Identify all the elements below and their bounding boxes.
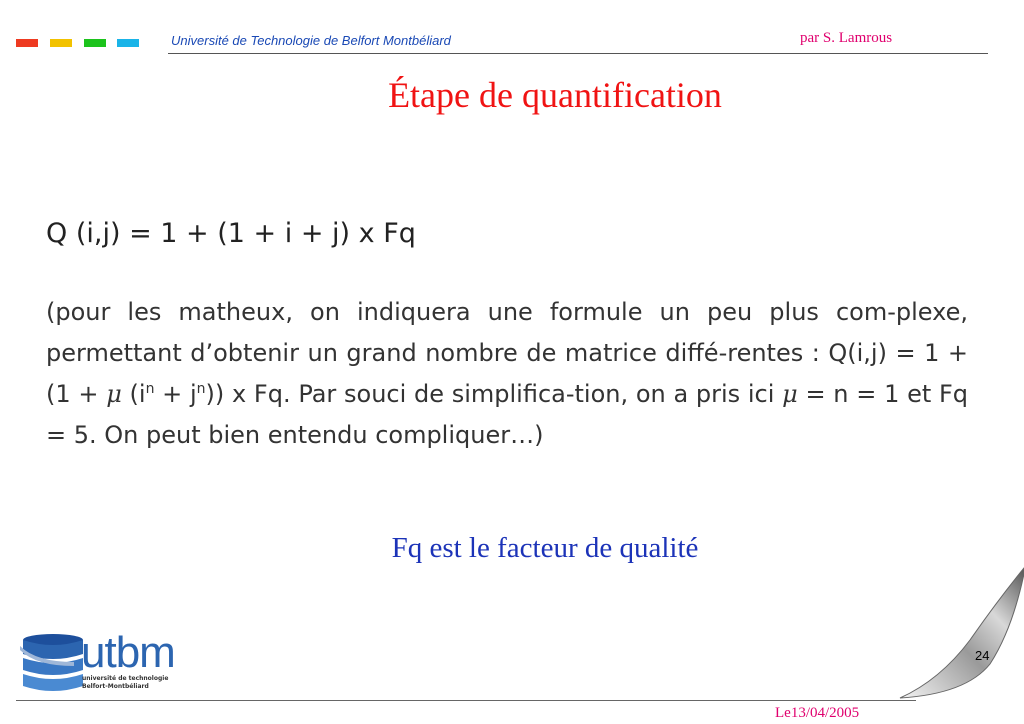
paragraph-text: (pour les matheux, on indiquera une formule un peu plus com-plexe, permettant d’obtenir un grand nombre de matrice diffé-rentes : Q(i,j) = 1 +(1 + [46, 298, 968, 408]
cyan-square-icon [117, 39, 139, 47]
page-number: 24 [975, 648, 990, 663]
mu-symbol: μ [782, 380, 798, 408]
page-curl-icon [880, 560, 1024, 700]
quality-factor-note: Fq est le facteur de qualité [391, 532, 699, 564]
logo-subtitle-line: Belfort-Montbéliard [82, 683, 149, 690]
explanation-paragraph [46, 292, 968, 456]
mu-symbol: μ [106, 380, 122, 408]
quantification-formula: Q (i,j) = 1 + (1 + i + j) x Fq [46, 218, 416, 249]
exponent: n [196, 381, 206, 397]
logo-subtitle [82, 675, 192, 691]
header-divider [168, 53, 988, 54]
author: par S. Lamrous [800, 30, 893, 46]
footer-divider [16, 700, 916, 701]
institution-name: Université de Technologie de Belfort Montbéliard [171, 33, 451, 48]
paragraph-text: )) x Fq. Par souci de simplifica-tion, on a pris ici [205, 380, 783, 408]
logo-subtitle-line: université de technologie [82, 675, 169, 682]
yellow-square-icon [50, 39, 72, 47]
exponent: n [145, 381, 155, 397]
logo-wordmark: utbm [81, 628, 175, 677]
paragraph-text: + j [154, 380, 197, 408]
slide-title: Étape de quantification [388, 75, 722, 115]
paragraph-text: = n = 1 et Fq = 5. On peut bien entendu compliquer…) [46, 380, 968, 449]
red-square-icon [16, 39, 38, 47]
date: Le13/04/2005 [775, 705, 860, 721]
green-square-icon [84, 39, 106, 47]
paragraph-text: (i [121, 380, 146, 408]
